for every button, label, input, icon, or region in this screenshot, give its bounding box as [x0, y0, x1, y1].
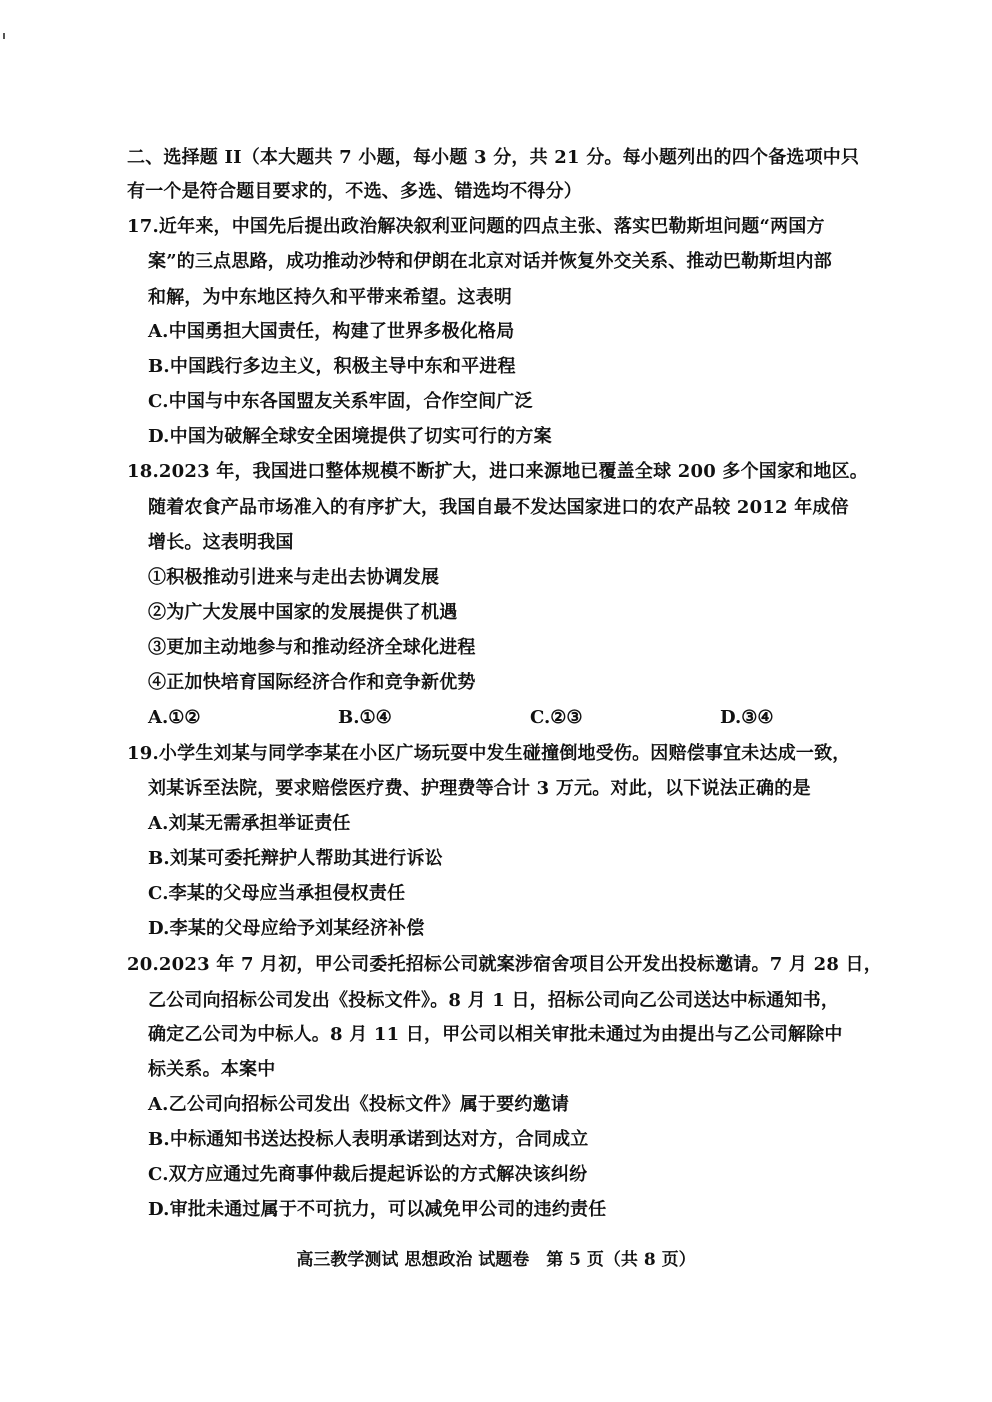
q17-option-c: C.中国与中东各国盟友关系牢固，合作空间广泛 [148, 391, 533, 412]
section-header-line-2: 有一个是符合题目要求的，不选、多选、错选均不得分） [127, 181, 582, 202]
q18-choice-c: C.②③ [530, 707, 583, 728]
q19-stem-line-1: 19.小学生刘某与同学李某在小区广场玩耍中发生碰撞倒地受伤。因赔偿事宜未达成一致， [127, 743, 851, 764]
q20-option-b: B.中标通知书送达投标人表明承诺到达对方，合同成立 [148, 1129, 589, 1150]
q20-stem-line-1: 20.2023 年 7 月初，甲公司委托招标公司就案涉宿舍项目公开发出投标邀请。7 月 28 日， [127, 954, 882, 975]
q17-stem-line-2: 案”的三点思路，成功推动沙特和伊朗在北京对话并恢复外交关系、推动巴勒斯坦内部 [148, 251, 832, 272]
section-header-line-1: 二、选择题 II（本大题共 7 小题，每小题 3 分，共 21 分。每小题列出的四个备选项中只 [127, 147, 860, 168]
q18-statement-1: ①积极推动引进来与走出去协调发展 [148, 567, 440, 588]
q17-option-d: D.中国为破解全球安全困境提供了切实可行的方案 [148, 426, 552, 447]
q20-stem-line-4: 标关系。本案中 [148, 1059, 276, 1080]
q17-option-a: A.中国勇担大国责任，构建了世界多极化格局 [148, 321, 515, 342]
q19-stem-line-2: 刘某诉至法院，要求赔偿医疗费、护理费等合计 3 万元。对此，以下说法正确的是 [148, 778, 811, 799]
q19-option-c: C.李某的父母应当承担侵权责任 [148, 883, 406, 904]
q19-option-a: A.刘某无需承担举证责任 [148, 813, 351, 834]
q18-choices-row [148, 704, 828, 732]
page-footer: 高三教学测试 思想政治 试题卷 第 5 页（共 8 页） [296, 1250, 696, 1270]
q17-stem-line-3: 和解，为中东地区持久和平带来希望。这表明 [148, 287, 512, 308]
q20-option-a: A.乙公司向招标公司发出《投标文件》属于要约邀请 [148, 1094, 570, 1115]
q17-option-b: B.中国践行多边主义，积极主导中东和平进程 [148, 356, 516, 377]
q18-statement-3: ③更加主动地参与和推动经济全球化进程 [148, 637, 476, 658]
q20-option-d: D.审批未通过属于不可抗力，可以减免甲公司的违约责任 [148, 1199, 607, 1220]
q18-stem-line-3: 增长。这表明我国 [148, 532, 294, 553]
scan-artifact [3, 33, 5, 39]
q17-stem-line-1: 17.近年来，中国先后提出政治解决叙利亚问题的四点主张、落实巴勒斯坦问题“两国方 [127, 216, 825, 237]
q20-stem-line-2: 乙公司向招标公司发出《投标文件》。8 月 1 日，招标公司向乙公司送达中标通知书， [148, 990, 840, 1011]
q18-statement-2: ②为广大发展中国家的发展提供了机遇 [148, 602, 458, 623]
q18-stem-line-1: 18.2023 年，我国进口整体规模不断扩大，进口来源地已覆盖全球 200 多个国家和地区。 [127, 461, 868, 482]
q18-choice-a: A.①② [148, 707, 201, 728]
q18-choice-d: D.③④ [720, 707, 774, 728]
q20-stem-line-3: 确定乙公司为中标人。8 月 11 日，甲公司以相关审批未通过为由提出与乙公司解除中 [148, 1024, 843, 1045]
q18-choice-b: B.①④ [338, 707, 392, 728]
q20-option-c: C.双方应通过先商事仲裁后提起诉讼的方式解决该纠纷 [148, 1164, 588, 1185]
q19-option-b: B.刘某可委托辩护人帮助其进行诉讼 [148, 848, 443, 869]
q18-statement-4: ④正加快培育国际经济合作和竞争新优势 [148, 672, 476, 693]
q19-option-d: D.李某的父母应给予刘某经济补偿 [148, 918, 425, 939]
q18-stem-line-2: 随着农食产品市场准入的有序扩大，我国自最不发达国家进口的农产品较 2012 年成倍 [148, 497, 849, 518]
